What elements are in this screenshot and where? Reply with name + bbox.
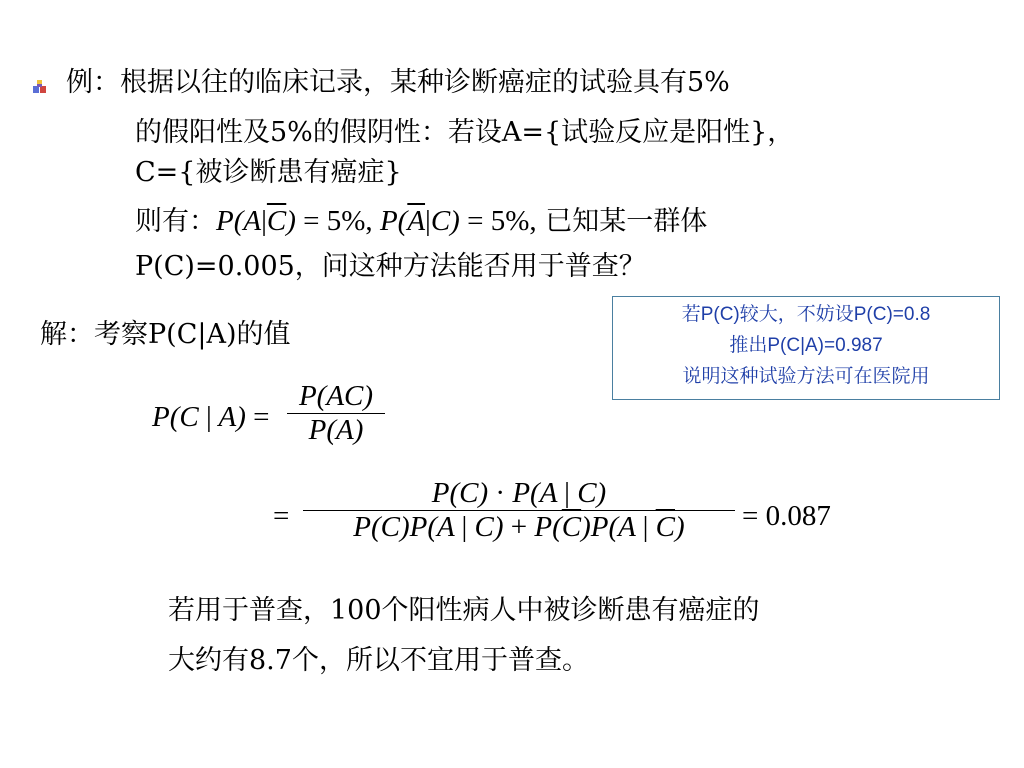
note-line-2: 推出P(C|A)=0.987 xyxy=(729,335,883,356)
given-suffix: 已知某一群体 xyxy=(545,206,708,237)
eq2-numerator: P(C) · P(A | C) xyxy=(431,477,607,509)
problem-line-2: 的假阳性及5%的假阴性：若设A={试验反应是阳性}， xyxy=(135,117,795,148)
eq1-lhs: P(C | A) = xyxy=(152,401,270,433)
note-line-1: 若P(C)较大，不妨设P(C)=0.8 xyxy=(681,304,931,325)
note-box xyxy=(612,296,1000,400)
note-line-3: 说明这种试验方法可在医院用 xyxy=(682,366,930,387)
problem-line-1: 例：根据以往的临床记录，某种诊断癌症的试验具有5% xyxy=(66,67,730,98)
small-boxes-bullet-icon xyxy=(33,80,47,94)
given-probabilities: $P(A|\overline{C}) = 5\%$, $P(\overline{A}|C) = 5\%$, xyxy=(216,205,537,237)
eq2-result: = 0.087 xyxy=(742,500,831,532)
problem-line-5: P(C)=0.005，问这种方法能否用于普查？ xyxy=(135,251,646,282)
problem-line-4 xyxy=(135,204,707,239)
eq2-denominator: P(C)P(A | $C) + P(\overline{C})P(A$ | $\overline{C}$) xyxy=(353,511,685,543)
conclusion-line-2: 大约有8.7个，所以不宜用于普查。 xyxy=(168,645,589,676)
eq2-equals: = xyxy=(273,500,290,532)
solution-heading: 解：考察P(C|A)的值 xyxy=(40,319,291,350)
eq1-fraction xyxy=(287,380,385,447)
given-prefix: 则有： xyxy=(135,206,216,237)
eq1-numerator: P(AC) xyxy=(298,380,374,412)
eq2-fraction xyxy=(303,477,735,544)
problem-line-3: C={被诊断患有癌症} xyxy=(135,157,402,188)
eq1-denominator: P(A) xyxy=(308,414,364,446)
conclusion-line-1: 若用于普查，100个阳性病人中被诊断患有癌症的 xyxy=(168,595,760,626)
